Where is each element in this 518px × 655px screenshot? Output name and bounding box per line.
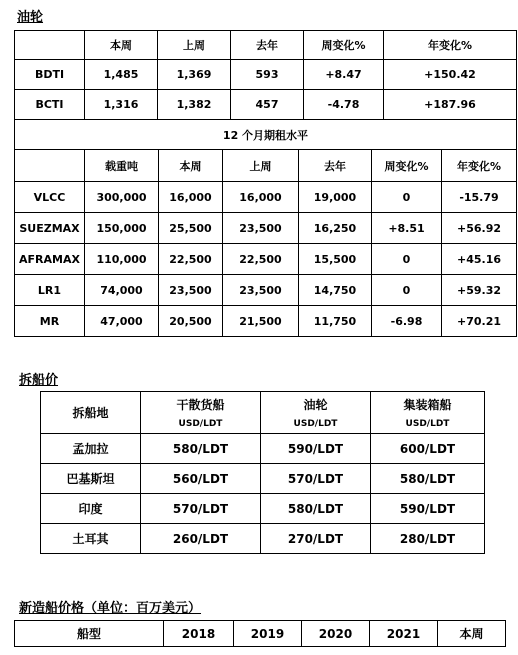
- newbuild-header-cell: 本周: [438, 621, 506, 647]
- table-cell: 47,000: [85, 306, 159, 337]
- newbuild-header-cell: 2021: [370, 621, 438, 647]
- table-cell: 14,750: [299, 275, 372, 306]
- table-cell: 1,316: [85, 90, 158, 120]
- table-cell: 600/LDT: [371, 434, 485, 464]
- table-cell: 16,000: [159, 182, 223, 213]
- table-cell: 23,500: [159, 275, 223, 306]
- table-cell: 22,500: [159, 244, 223, 275]
- scrap-header-label: 油轮: [303, 398, 328, 412]
- rent-title-cell: 12 个月期租水平: [15, 120, 517, 150]
- table-cell: 593: [231, 60, 304, 90]
- table-cell: 11,750: [299, 306, 372, 337]
- table-cell: 580/LDT: [371, 464, 485, 494]
- table-cell: 孟加拉: [41, 434, 141, 464]
- table-cell: 印度: [41, 494, 141, 524]
- tanker-header-cell: 周变化%: [304, 31, 384, 60]
- newbuild-header-cell: 2018: [164, 621, 234, 647]
- table-row: [41, 434, 485, 464]
- table-cell: 16,000: [223, 182, 299, 213]
- table-cell: 1,485: [85, 60, 158, 90]
- scrap-header-cell: [261, 392, 371, 434]
- table-row: [15, 213, 517, 244]
- rent-header-cell: [15, 150, 85, 182]
- newbuild-header-cell: 2019: [234, 621, 302, 647]
- table-cell: 15,500: [299, 244, 372, 275]
- table-row: [41, 464, 485, 494]
- table-cell: BCTI: [15, 90, 85, 120]
- table-cell: +70.21: [442, 306, 517, 337]
- tanker-header-cell: [15, 31, 85, 60]
- scrap-section-title: 拆船价: [19, 373, 59, 388]
- newbuild-section-title: 新造船价格（单位：百万美元）: [19, 601, 202, 616]
- table-cell: 560/LDT: [141, 464, 261, 494]
- table-cell: MR: [15, 306, 85, 337]
- table-cell: 21,500: [223, 306, 299, 337]
- table-row: [41, 524, 485, 554]
- table-cell: 0: [372, 244, 442, 275]
- rent-header-cell: 去年: [299, 150, 372, 182]
- table-cell: 590/LDT: [371, 494, 485, 524]
- table-cell: 23,500: [223, 275, 299, 306]
- table-cell: 土耳其: [41, 524, 141, 554]
- table-cell: +45.16: [442, 244, 517, 275]
- time-charter-table: [14, 149, 517, 337]
- table-cell: 22,500: [223, 244, 299, 275]
- tanker-section-title: 油轮: [17, 10, 44, 25]
- scrap-price-table: [40, 391, 485, 554]
- table-cell: LR1: [15, 275, 85, 306]
- unit-label: USD/LDT: [405, 419, 450, 429]
- table-cell: 270/LDT: [261, 524, 371, 554]
- scrap-header-label: 干散货船: [176, 398, 225, 412]
- table-cell: 20,500: [159, 306, 223, 337]
- tanker-header-cell: 上周: [158, 31, 231, 60]
- table-cell: -4.78: [304, 90, 384, 120]
- table-cell: 16,250: [299, 213, 372, 244]
- unit-label: USD/LDT: [293, 419, 338, 429]
- rent-header-cell: 上周: [223, 150, 299, 182]
- rent-header-cell: 载重吨: [85, 150, 159, 182]
- newbuild-price-table: [14, 620, 506, 647]
- rent-header-cell: 年变化%: [442, 150, 517, 182]
- table-cell: 23,500: [223, 213, 299, 244]
- table-cell: AFRAMAX: [15, 244, 85, 275]
- table-row: [15, 275, 517, 306]
- tanker-index-table: [14, 30, 517, 150]
- table-row: [15, 182, 517, 213]
- table-cell: SUEZMAX: [15, 213, 85, 244]
- table-cell: 25,500: [159, 213, 223, 244]
- table-cell: +8.47: [304, 60, 384, 90]
- scrap-header-label: 集装箱船: [403, 398, 452, 412]
- newbuild-header-cell: 船型: [15, 621, 164, 647]
- table-row: [41, 494, 485, 524]
- table-cell: 590/LDT: [261, 434, 371, 464]
- table-row: [15, 90, 517, 120]
- table-cell: 580/LDT: [141, 434, 261, 464]
- table-cell: 580/LDT: [261, 494, 371, 524]
- scrap-header-cell: [141, 392, 261, 434]
- tanker-header-cell: 本周: [85, 31, 158, 60]
- table-cell: +187.96: [384, 90, 517, 120]
- table-cell: +59.32: [442, 275, 517, 306]
- table-cell: 457: [231, 90, 304, 120]
- table-cell: -15.79: [442, 182, 517, 213]
- table-cell: 110,000: [85, 244, 159, 275]
- table-cell: 0: [372, 275, 442, 306]
- table-cell: +150.42: [384, 60, 517, 90]
- table-cell: 280/LDT: [371, 524, 485, 554]
- table-cell: 570/LDT: [141, 494, 261, 524]
- table-row: [15, 306, 517, 337]
- table-cell: 1,382: [158, 90, 231, 120]
- table-cell: VLCC: [15, 182, 85, 213]
- table-cell: 19,000: [299, 182, 372, 213]
- rent-header-cell: 本周: [159, 150, 223, 182]
- table-cell: 150,000: [85, 213, 159, 244]
- table-row: [15, 244, 517, 275]
- table-cell: -6.98: [372, 306, 442, 337]
- scrap-header-cell: [41, 392, 141, 434]
- scrap-header-label: 拆船地: [72, 406, 109, 420]
- tanker-header-cell: 年变化%: [384, 31, 517, 60]
- table-cell: 260/LDT: [141, 524, 261, 554]
- scrap-header-cell: [371, 392, 485, 434]
- table-cell: 570/LDT: [261, 464, 371, 494]
- table-cell: 74,000: [85, 275, 159, 306]
- newbuild-header-cell: 2020: [302, 621, 370, 647]
- table-cell: 1,369: [158, 60, 231, 90]
- table-cell: 0: [372, 182, 442, 213]
- rent-header-cell: 周变化%: [372, 150, 442, 182]
- table-cell: 巴基斯坦: [41, 464, 141, 494]
- unit-label: USD/LDT: [178, 419, 223, 429]
- table-cell: +8.51: [372, 213, 442, 244]
- table-cell: +56.92: [442, 213, 517, 244]
- tanker-header-cell: 去年: [231, 31, 304, 60]
- table-cell: 300,000: [85, 182, 159, 213]
- table-cell: BDTI: [15, 60, 85, 90]
- table-row: [15, 60, 517, 90]
